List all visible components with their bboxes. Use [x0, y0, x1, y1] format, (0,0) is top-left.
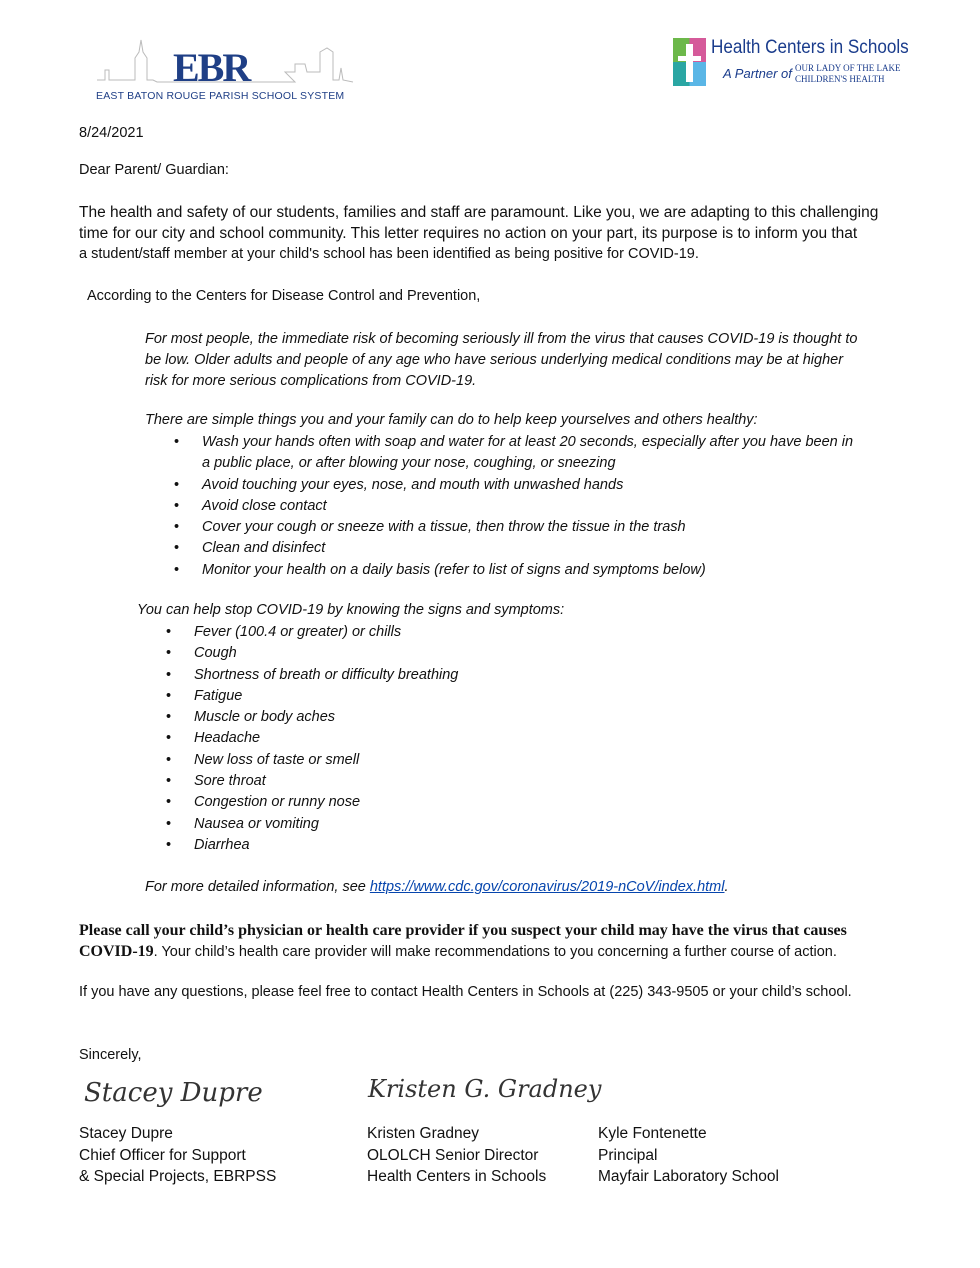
list-item: • Diarrhea — [194, 835, 458, 856]
closing: Sincerely, — [79, 1047, 142, 1063]
according-line: According to the Centers for Disease Control and Prevention, — [87, 288, 481, 304]
signatory-name: Kyle Fontenette — [598, 1125, 707, 1142]
intro-line: The health and safety of our students, families and staff are paramount. Like you, we are adapting to this challenging — [79, 204, 879, 221]
cross-icon — [673, 38, 706, 86]
list-item: • Headache — [194, 728, 458, 749]
signatory-block — [79, 1123, 276, 1188]
signature-dupre: Stacey Dupre — [84, 1078, 263, 1108]
olol-line1: OUR LADY OF THE LAKE — [795, 63, 901, 73]
signatory-title: Chief Officer for Support — [79, 1146, 246, 1164]
hcis-logo — [673, 37, 909, 90]
ebr-logo-letters: EBR — [173, 45, 250, 90]
list-item: • Congestion or runny nose — [194, 792, 458, 813]
ebr-logo — [95, 38, 357, 104]
list-item: • Muscle or body aches — [194, 707, 458, 728]
quote-line: For most people, the immediate risk of becoming seriously ill from the virus that causes COVID-19 is thought to — [145, 331, 858, 347]
intro-paragraph — [79, 202, 878, 265]
bold-line: Please call your child’s physician or health care provider if you suspect your child may have the virus that causes — [79, 922, 847, 939]
questions-line: If you have any questions, please feel free to contact Health Centers in Schools at (225) 343-9505 or your child’s school. — [79, 984, 852, 1000]
list-item: • Avoid close contact — [202, 496, 853, 517]
cdc-quote — [145, 329, 857, 392]
signatory-name: Stacey Dupre — [79, 1125, 173, 1142]
hcis-title: Health Centers in Schools — [711, 37, 909, 58]
more-info-end: . — [724, 879, 729, 895]
list-item: • Fever (100.4 or greater) or chills — [194, 622, 458, 643]
signatory-org: Health Centers in Schools — [367, 1168, 547, 1185]
more-info — [145, 879, 729, 895]
more-info-text: For more detailed information, see — [145, 879, 370, 895]
signatory-block — [598, 1123, 779, 1188]
olol-line2: CHILDREN'S HEALTH — [795, 74, 885, 84]
simple-things: There are simple things you and your family can do to help keep yourselves and others healthy: — [145, 412, 758, 428]
list-item: • Fatigue — [194, 686, 458, 707]
symptoms-intro: You can help stop COVID-19 by knowing the signs and symptoms: — [137, 602, 565, 618]
signatory-name: Kristen Gradney — [367, 1125, 479, 1142]
signatory-org: Mayfair Laboratory School — [598, 1168, 779, 1185]
list-item: • Wash your hands often with soap and water for at least 20 seconds, especially after you have been in — [202, 432, 853, 453]
cdc-link[interactable]: https://www.cdc.gov/coronavirus/2019-nCoV/index.html — [369, 879, 725, 895]
list-item: • Clean and disinfect — [202, 538, 853, 559]
quote-line: be low. Older adults and people of any age who have serious underlying medical conditions may be at higher — [145, 352, 844, 368]
quote-line: risk for more serious complications from COVID-19. — [145, 373, 477, 389]
list-item-continued: a public place, or after blowing your nose, coughing, or sneezing — [202, 455, 616, 472]
list-item: • Cover your cough or sneeze with a tissue, then throw the tissue in the trash — [202, 517, 853, 538]
date: 8/24/2021 — [79, 125, 144, 141]
list-item: • Nausea or vomiting — [194, 814, 458, 835]
signature-gradney: Kristen G. Gradney — [368, 1075, 602, 1103]
call-physician-paragraph — [79, 920, 847, 963]
list-item: • New loss of taste or smell — [194, 750, 458, 771]
signatory-title: OLOLCH Senior Director — [367, 1146, 539, 1164]
provider-text: . Your child’s health care provider will make recommendations to you concerning a further course of action. — [153, 944, 837, 960]
symptoms-list — [194, 622, 458, 856]
list-item: • Monitor your health on a daily basis (refer to list of signs and symptoms below) — [202, 560, 853, 581]
hcis-partner: A Partner of — [723, 66, 792, 81]
intro-line: a student/staff member at your child's school has been identified as being positive for COVID-19. — [79, 246, 699, 262]
list-item: • Avoid touching your eyes, nose, and mouth with unwashed hands — [202, 475, 853, 496]
healthy-tips-list — [202, 432, 853, 581]
list-item: • Sore throat — [194, 771, 458, 792]
list-item: • Shortness of breath or difficulty breathing — [194, 665, 458, 686]
signatory-block — [367, 1123, 546, 1188]
list-item: • Cough — [194, 643, 458, 664]
salutation: Dear Parent/ Guardian: — [79, 162, 229, 178]
intro-line: time for our city and school community. This letter requires no action on your part, its purpose is to inform you that — [79, 225, 858, 242]
bold-covid: COVID-19 — [79, 943, 154, 960]
signatory-title: Principal — [598, 1146, 658, 1164]
signatory-org: & Special Projects, EBRPSS — [79, 1168, 277, 1185]
ebr-logo-caption: EAST BATON ROUGE PARISH SCHOOL SYSTEM — [96, 90, 345, 102]
